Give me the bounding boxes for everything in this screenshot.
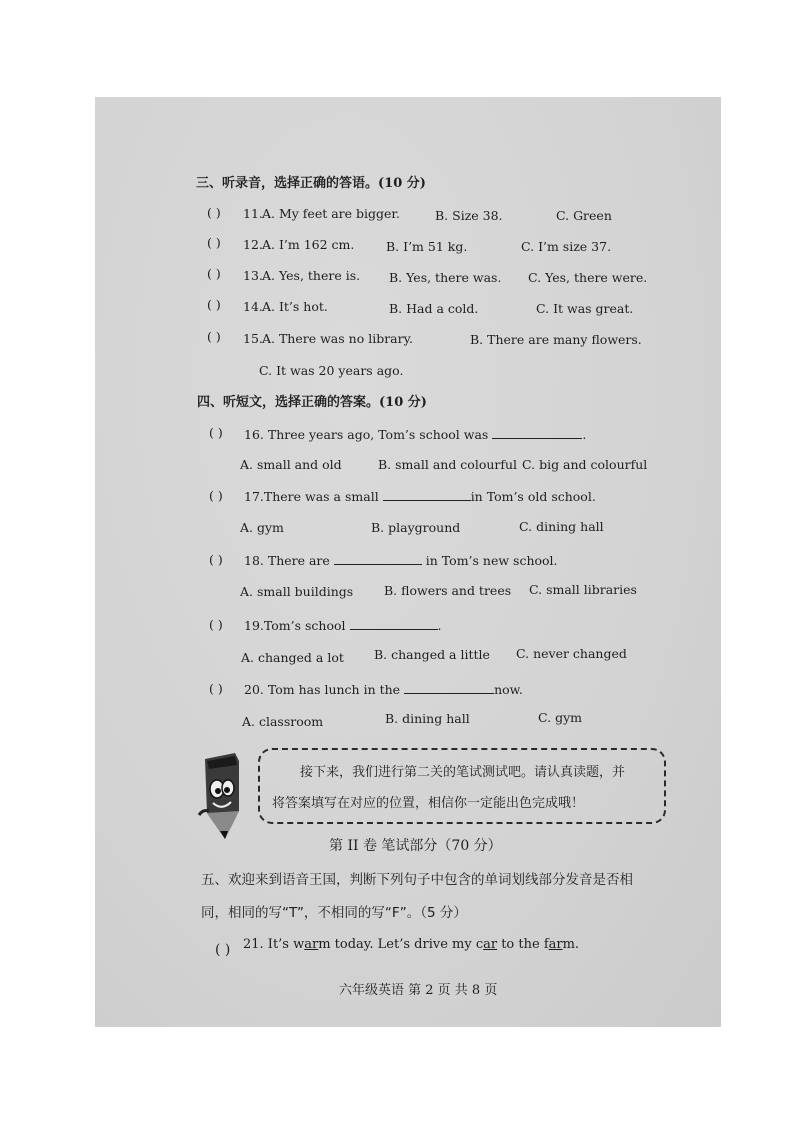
q18-blank[interactable] [334,553,422,565]
q19-option-b: B. changed a little [374,647,490,662]
q16-option-c: C. big and colourful [522,457,648,472]
q18-stem-text: 18. There are [244,553,330,568]
q12-option-a: A. I’m 162 cm. [262,237,355,252]
q17-stem-end: in Tom’s old school. [470,489,596,504]
q21-underline-farm: ar [548,937,563,952]
q21-sentence [243,938,579,952]
q16-paren[interactable]: ( ) [209,425,223,440]
section3-title: 三、听录音，选择正确的答语。(10 分) [196,176,426,191]
q19-stem-text: 19.Tom’s school [244,618,346,633]
q11-option-c: C. Green [556,208,612,223]
q12-option-b: B. I’m 51 kg. [386,239,468,254]
q18-option-b: B. flowers and trees [384,583,512,598]
q16-option-a: A. small and old [240,457,342,472]
q14-option-b: B. Had a cold. [389,301,479,316]
callout-line1: 接下来，我们进行第二关的笔试测试吧。请认真读题，并 [300,765,626,780]
q15-option-c: C. It was 20 years ago. [259,363,404,378]
q14-option-a: A. It’s hot. [262,299,328,314]
q19-option-c: C. never changed [516,646,627,661]
q17-blank[interactable] [383,489,471,501]
q16-stem [244,427,586,442]
section5-title-line1: 五、欢迎来到语音王国，判断下列句子中包含的单词划线部分发音是否相 [201,872,633,888]
q14-number: 14. [243,299,263,314]
page-footer: 六年级英语 第 2 页 共 8 页 [339,983,498,998]
q11-paren[interactable]: ( ) [207,205,221,220]
q17-option-a: A. gym [240,520,284,535]
q16-option-b: B. small and colourful [378,457,518,472]
q20-stem [244,682,523,697]
q11-option-a: A. My feet are bigger. [262,206,401,221]
q20-paren[interactable]: ( ) [209,681,223,696]
q21-paren[interactable]: ( ) [215,942,231,958]
q18-paren[interactable]: ( ) [209,552,223,567]
q20-blank[interactable] [404,682,494,694]
q19-option-a: A. changed a lot [241,650,344,665]
section4-title: 四、听短文，选择正确的答案。(10 分) [197,395,427,410]
section5-title-line2: 同，相同的写“T”，不相同的写“F”。（5 分） [201,905,467,921]
q16-stem-text: 16. Three years ago, Tom’s school was [244,427,489,442]
q11-number: 11. [243,206,263,221]
q21-underline-warm: ar [304,937,319,952]
q13-option-c: C. Yes, there were. [528,270,648,285]
q21-part3: to the f [497,937,549,952]
q17-option-b: B. playground [371,520,461,535]
q11-option-b: B. Size 38. [435,208,503,223]
q13-option-a: A. Yes, there is. [262,268,361,283]
callout-line2: 将答案填写在对应的位置，相信你一定能出色完成哦！ [272,796,585,811]
q21-part4: m. [562,937,580,952]
q15-option-b: B. There are many flowers. [470,332,642,347]
q18-stem [244,553,558,568]
q19-paren[interactable]: ( ) [209,617,223,632]
q18-option-c: C. small libraries [529,582,637,597]
q15-number: 15. [243,331,263,346]
q13-option-b: B. Yes, there was. [389,270,502,285]
q12-option-c: C. I’m size 37. [521,239,612,254]
q15-option-a: A. There was no library. [262,331,413,346]
q20-stem-text: 20. Tom has lunch in the [244,682,401,697]
q18-stem-end: in Tom’s new school. [425,553,558,568]
pencil-mascot-icon [195,751,255,841]
q16-blank[interactable] [492,427,582,439]
callout-box [258,748,666,824]
q17-paren[interactable]: ( ) [209,488,223,503]
q13-paren[interactable]: ( ) [207,266,221,281]
q18-option-a: A. small buildings [240,584,354,599]
q19-stem-end: . [437,618,442,633]
q14-option-c: C. It was great. [536,301,634,316]
q16-stem-end: . [582,427,587,442]
q21-part1: 21. It’s w [243,937,305,952]
q17-stem-text: 17.There was a small [244,489,379,504]
q13-number: 13. [243,268,263,283]
q12-number: 12. [243,237,263,252]
q21-underline-car: ar [483,937,498,952]
q20-option-c: C. gym [538,710,582,725]
q14-paren[interactable]: ( ) [207,297,221,312]
q20-option-b: B. dining hall [385,711,470,726]
q12-paren[interactable]: ( ) [207,235,221,250]
q20-option-a: A. classroom [242,714,324,729]
q19-blank[interactable] [350,618,438,630]
q15-paren[interactable]: ( ) [207,329,221,344]
q17-stem [244,489,596,504]
q21-part2: m today. Let’s drive my c [318,937,484,952]
part2-title: 第 II 卷 笔试部分（70 分） [329,838,502,854]
q17-option-c: C. dining hall [519,519,604,534]
q19-stem [244,618,441,633]
q20-stem-end: now. [494,682,523,697]
